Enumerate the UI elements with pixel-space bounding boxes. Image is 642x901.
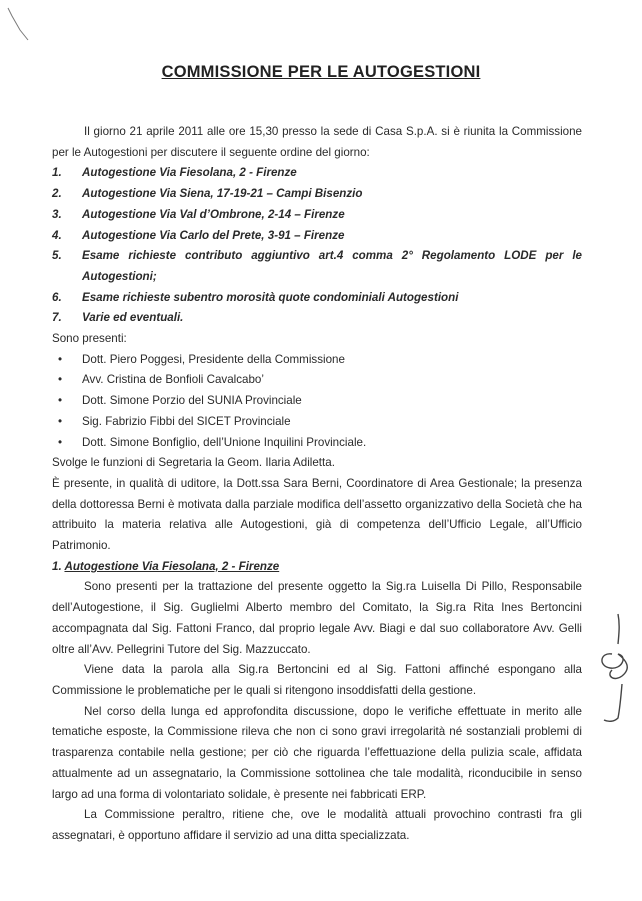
agenda-number: 6. — [52, 290, 62, 304]
present-item — [52, 433, 582, 454]
scan-mark-icon — [6, 6, 36, 46]
section-title: Autogestione Via Fiesolana, 2 - Firenze — [64, 559, 280, 573]
document-body — [52, 122, 582, 847]
present-name: Sig. Fabrizio Fibbi del SICET Provinciale — [82, 414, 291, 428]
agenda-text: Autogestione Via Carlo del Prete, 3-91 – Firenze — [82, 228, 345, 242]
body-paragraph: Viene data la parola alla Sig.ra Bertoncini ed al Sig. Fattoni affinché espongano alla Commissione le problematiche per le quali si ritengono insoddisfatti della gestione. — [52, 663, 582, 697]
present-item — [52, 370, 582, 391]
body-paragraph: La Commissione peraltro, ritiene che, ove le modalità attuali provochino contrasti fra gli assegnatari, è opportuno affidare il servizio ad una ditta specializzata. — [52, 808, 582, 842]
signature-mark — [592, 610, 640, 730]
bullet-icon: • — [58, 352, 63, 366]
agenda-text: Esame richieste contributo aggiuntivo art.4 comma 2° Regolamento LODE per le Autogestioni; — [82, 249, 582, 283]
present-name: Avv. Cristina de Bonfioli Cavalcabo’ — [82, 373, 264, 387]
agenda-text: Autogestione Via Val d’Ombrone, 2-14 – Firenze — [82, 207, 345, 221]
present-item — [52, 412, 582, 433]
bullet-icon: • — [58, 435, 63, 449]
section-number: 1. — [52, 559, 62, 573]
agenda-number: 4. — [52, 228, 62, 242]
intro-paragraph: Il giorno 21 aprile 2011 alle ore 15,30 presso la sede di Casa S.p.A. si è riunita la Commissione per le Autogestioni per discutere il seguente ordine del giorno: — [52, 125, 582, 159]
agenda-number: 1. — [52, 166, 62, 180]
bullet-icon: • — [58, 373, 63, 387]
document-title: COMMISSIONE PER LE AUTOGESTIONI — [161, 63, 481, 81]
agenda-item — [52, 226, 582, 247]
agenda-number: 5. — [52, 249, 62, 263]
present-list — [52, 350, 582, 454]
secretary-paragraph: Svolge le funzioni di Segretaria la Geom. Ilaria Adiletta. — [52, 456, 335, 470]
agenda-item — [52, 308, 582, 329]
agenda-item — [52, 184, 582, 205]
agenda-item — [52, 205, 582, 226]
agenda-number: 3. — [52, 207, 62, 221]
present-label: Sono presenti: — [52, 332, 127, 346]
auditor-paragraph: È presente, in qualità di uditore, la Dott.ssa Sara Berni, Coordinatore di Area Gestionale; la presenza della dottoressa Berni è motivata dalla parziale modifica dell’assetto organizzativo della Società che ha attribuito la materia relativa alle Autogestioni, già di competenza dell’Ufficio Legale, all’Ufficio Patrimonio. — [52, 476, 582, 553]
bullet-icon: • — [58, 414, 63, 428]
bullet-icon: • — [58, 394, 63, 408]
body-paragraph: Sono presenti per la trattazione del presente oggetto la Sig.ra Luisella Di Pillo, Responsabile dell’Autogestione, il Sig. Guglielmi Alberto membro del Comitato, la Sig.ra Rita Ines Bertoncini accompagnata dal Sig. Fattoni Franco, dal proprio legale Avv. Biagi e dal suo collaboratore Avv. Gelli oltre all’Avv. Pellegrini Tutore del Sig. Mazzuccato. — [52, 580, 582, 656]
section-heading — [52, 557, 582, 578]
agenda-list — [52, 163, 582, 329]
agenda-item — [52, 288, 582, 309]
agenda-item — [52, 246, 582, 287]
agenda-text: Esame richieste subentro morosità quote condominiali Autogestioni — [82, 290, 459, 304]
agenda-text: Autogestione Via Fiesolana, 2 - Firenze — [82, 166, 297, 180]
present-name: Dott. Piero Poggesi, Presidente della Commissione — [82, 352, 345, 366]
agenda-text: Autogestione Via Siena, 17-19-21 – Campi Bisenzio — [82, 187, 363, 201]
present-item — [52, 391, 582, 412]
agenda-text: Varie ed eventuali. — [82, 311, 184, 325]
agenda-number: 7. — [52, 311, 62, 325]
present-name: Dott. Simone Porzio del SUNIA Provinciale — [82, 394, 302, 408]
agenda-item — [52, 163, 582, 184]
body-paragraph: Nel corso della lunga ed approfondita discussione, dopo le verifiche effettuate in merito alle tematiche esposte, la Commissione rileva che non ci sono gravi irregolarità né sostanziali problemi di trasparenza contabile nella gestione; per ciò che riguarda l’effettuazione della pulizia scale, affidata attualmente ad un assegnatario, la Commissione sottolinea che tale modalità, riconducibile in senso largo ad una forma di volontariato solidale, è presente nei fabbricati ERP. — [52, 704, 582, 801]
present-item — [52, 350, 582, 371]
present-name: Dott. Simone Bonfiglio, dell’Unione Inquilini Provinciale. — [82, 435, 367, 449]
agenda-number: 2. — [52, 187, 62, 201]
